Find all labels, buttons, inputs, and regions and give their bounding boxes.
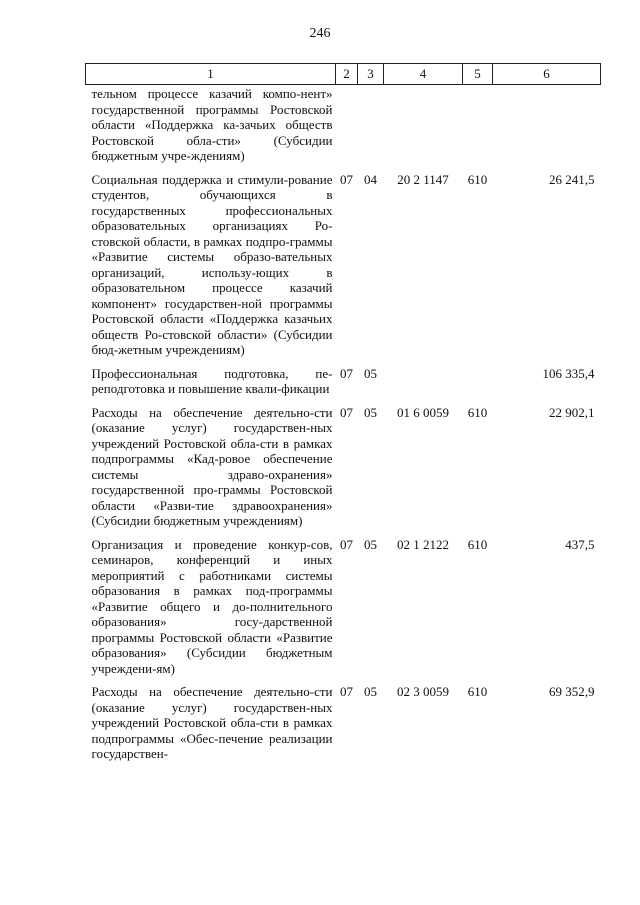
row-vr: 610 — [467, 684, 488, 699]
column-header-pr: 3 — [358, 64, 384, 85]
row-pr: 05 — [364, 536, 377, 552]
row-sum: 26 241,5 — [549, 171, 595, 187]
row-csr: 01 6 0059 — [397, 404, 449, 420]
row-pr — [358, 85, 384, 172]
budget-table — [85, 63, 601, 770]
row-rz: 07 — [340, 536, 353, 552]
row-name: Расходы на обеспечение деятельно-сти (оказание услуг) государствен-ных учреждений Ростовской обла-сти в рамках подпрограммы «Обес-печение реализации государствен- — [91, 684, 333, 761]
row-sum: 437,5 — [565, 536, 595, 552]
row-vr — [463, 366, 493, 405]
page-number: 246 — [309, 26, 331, 41]
row-rz: 07 — [340, 404, 353, 420]
row-name: Профессиональная подготовка, пе-реподготовка и повышение квали-фикации — [91, 365, 333, 396]
row-rz: 07 — [340, 171, 353, 187]
column-header-rz: 2 — [336, 64, 358, 85]
table-row — [86, 366, 601, 405]
row-rz: 07 — [340, 684, 353, 699]
table-row — [86, 684, 601, 770]
row-vr: 610 — [467, 404, 488, 420]
row-pr: 04 — [364, 171, 377, 187]
column-header-csr: 4 — [384, 64, 463, 85]
table-row — [86, 537, 601, 685]
column-header-vr: 5 — [463, 64, 493, 85]
table-header-row — [86, 64, 601, 85]
column-header-sum: 6 — [493, 64, 601, 85]
row-csr: 20 2 1147 — [397, 171, 449, 187]
row-vr: 610 — [467, 171, 488, 187]
row-sum: 69 352,9 — [549, 684, 595, 699]
row-sum: 22 902,1 — [549, 404, 595, 420]
row-pr: 05 — [364, 684, 377, 699]
row-name: Расходы на обеспечение деятельно-сти (оказание услуг) государствен-ных учреждений Ростовской обла-сти в рамках подпрограммы «Кад-ровое обеспечение системы здраво-охранения» государственной про-граммы Ростовской области «Разви-тие здравоохранения» (Субсидии бюджетным учреждениям) — [91, 404, 333, 528]
row-vr: 610 — [467, 536, 488, 552]
row-pr: 05 — [364, 365, 377, 381]
row-pr: 05 — [364, 404, 377, 420]
row-vr — [463, 85, 493, 172]
row-rz: 07 — [340, 365, 353, 381]
row-csr — [384, 366, 463, 405]
row-name: тельном процессе казачий компо-нент» государственной программы Ростовской области «Поддержка ка-зачьих обществ Ростовской обла-сти» (Субсидии бюджетным учре-ждениям) — [91, 86, 333, 163]
row-name: Организация и проведение конкур-сов, семинаров, конференций и иных мероприятий с работниками системы образования в рамках под-программы «Развитие общего и до-полнительного образования» госу-дарственной программы Ростовской области «Развитие образования» (Субсидии бюджетным учреждени-ям) — [91, 536, 333, 676]
row-csr: 02 3 0059 — [397, 684, 449, 699]
table-row — [86, 172, 601, 366]
row-csr — [384, 85, 463, 172]
row-sum — [493, 85, 601, 172]
row-name: Социальная поддержка и стимули-рование студентов, обучающихся в государственных профессиональных образовательных организациях Ро-стовской области, в рамках подпро-граммы «Развитие системы образо-вательных организаций, использу-ющих в образовательном процессе казачий компонент» государствен-ной программы Ростовской области «Поддержка казачьих обществ Ро-стовской области» (Субсидии бюд-жетным учреждениям) — [91, 171, 333, 357]
row-sum: 106 335,4 — [542, 365, 595, 381]
table-row — [86, 405, 601, 537]
row-rz — [336, 85, 358, 172]
row-csr: 02 1 2122 — [397, 536, 449, 552]
table-row — [86, 85, 601, 172]
column-header-name: 1 — [86, 64, 336, 85]
